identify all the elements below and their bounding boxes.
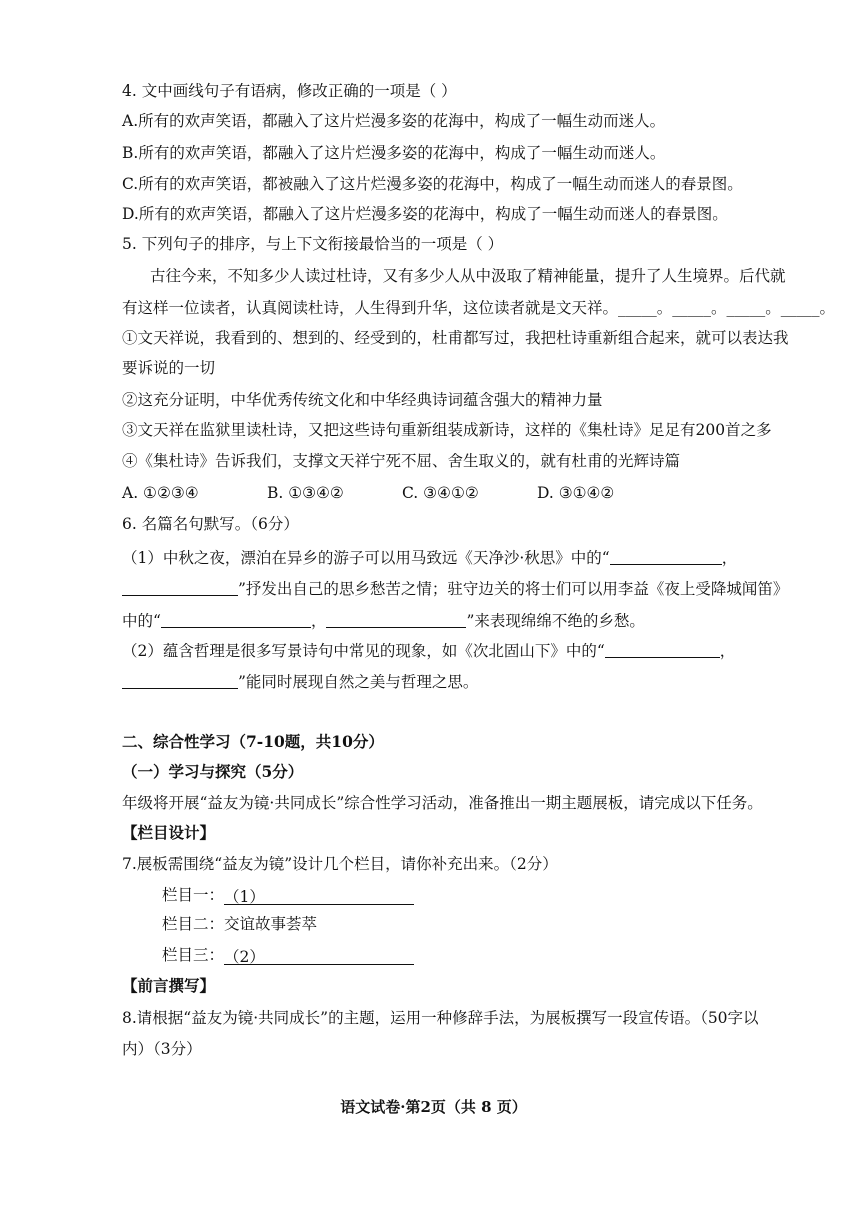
q6-comma: ， bbox=[719, 642, 736, 660]
q5-option-a: A. ①②③④ bbox=[122, 484, 199, 502]
q5-item-1-cont: 要诉说的一切 bbox=[122, 359, 216, 377]
q8-stem: 8.请根据“益友为镜·共同成长”的主题，运用一种修辞手法，为展板撰写一段宣传语。（50字以 bbox=[122, 1009, 759, 1027]
q5-item-4: ④《集杜诗》告诉我们，支撑文天祥宁死不屈、舍生取义的，就有杜甫的光辉诗篇 bbox=[122, 452, 681, 470]
preface-heading: 【前言撰写】 bbox=[122, 976, 216, 995]
q6-blank-6[interactable] bbox=[122, 672, 238, 689]
q4-option-a: A.所有的欢声笑语，都融入了这片烂漫多姿的花海中，构成了一幅生动而迷人。 bbox=[122, 112, 666, 130]
q5-options bbox=[122, 482, 767, 504]
column-3-row bbox=[162, 944, 767, 966]
column-1-number: （1） bbox=[224, 888, 265, 906]
q4-option-d: D.所有的欢声笑语，都融入了这片烂漫多姿的花海中，构成了一幅生动而迷人的春景图。 bbox=[122, 205, 728, 223]
q6-comma: ， bbox=[310, 612, 327, 630]
q5-passage-line-1: 古往今来，不知多少人读过杜诗，又有多少人从中汲取了精神能量，提升了人生境界。后代就 bbox=[150, 267, 786, 285]
q6-part2-line2 bbox=[122, 671, 767, 693]
q6-blank-1[interactable] bbox=[610, 548, 722, 565]
column-3-number: （2） bbox=[224, 948, 265, 966]
q5-item-2: ②这充分证明，中华优秀传统文化和中华经典诗词蕴含强大的精神力量 bbox=[122, 391, 603, 409]
q6-part1-tail: ”来表现绵绵不绝的乡愁。 bbox=[466, 612, 645, 630]
q4-option-b: B.所有的欢声笑语，都融入了这片烂漫多姿的花海中，构成了一幅生动而迷人。 bbox=[122, 144, 666, 162]
q6-part1-lead: 中的“ bbox=[122, 612, 161, 630]
q5-item-3: ③文天祥在监狱里读杜诗，又把这些诗句重新组装成新诗，这样的《集杜诗》足足有200首之多 bbox=[122, 421, 772, 439]
q5-stem: 5. 下列句子的排序，与上下文衔接最恰当的一项是（ ） bbox=[122, 235, 504, 253]
q6-blank-2[interactable] bbox=[122, 579, 238, 596]
q6-part2-line1 bbox=[122, 640, 767, 662]
q5-item-1: ①文天祥说，我看到的、想到的、经受到的，杜甫都写过，我把杜诗重新组合起来，就可以表达我 bbox=[122, 329, 789, 347]
q4-option-c: C.所有的欢声笑语，都被融入了这片烂漫多姿的花海中，构成了一幅生动而迷人的春景图。 bbox=[122, 175, 743, 193]
column-3-blank[interactable] bbox=[224, 946, 414, 965]
q7-stem: 7.展板需围绕“益友为镜”设计几个栏目，请你补充出来。（2分） bbox=[122, 855, 558, 873]
q6-part1-prompt: （1）中秋之夜，漂泊在异乡的游子可以用马致远《天净沙·秋思》中的“ bbox=[122, 549, 610, 567]
q6-part1-line1 bbox=[122, 547, 767, 569]
column-1-label: 栏目一： bbox=[162, 886, 225, 904]
section2-intro: 年级将开展“益友为镜·共同成长”综合性学习活动，准备推出一期主题展板，请完成以下任务。 bbox=[122, 794, 763, 812]
q6-comma: ， bbox=[721, 549, 738, 567]
column-1-row bbox=[162, 884, 767, 906]
q5-option-d: D. ③①④② bbox=[537, 484, 615, 502]
q5-option-c: C. ③④①② bbox=[402, 484, 479, 502]
q5-passage-line-2: 有这样一位读者，认真阅读杜诗，人生得到升华，这位读者就是文天祥。_____。_____。_____。_____。 bbox=[122, 299, 836, 317]
q6-blank-5[interactable] bbox=[605, 641, 720, 658]
q6-part1-line2 bbox=[122, 578, 789, 600]
column-3-label: 栏目三： bbox=[162, 946, 225, 964]
column-2-label: 栏目二： bbox=[162, 915, 225, 933]
q6-part2-prompt: （2）蕴含哲理是很多写景诗句中常见的现象，如《次北固山下》中的“ bbox=[122, 642, 605, 660]
q6-stem: 6. 名篇名句默写。（6分） bbox=[122, 515, 299, 533]
q6-part2-text: ”能同时展现自然之美与哲理之思。 bbox=[238, 673, 479, 691]
q4-stem: 4. 文中画线句子有语病，修改正确的一项是（ ） bbox=[122, 82, 457, 100]
q5-option-b: B. ①③④② bbox=[267, 484, 344, 502]
column-2-value: 交谊故事荟萃 bbox=[224, 915, 318, 933]
design-heading: 【栏目设计】 bbox=[122, 823, 216, 842]
column-1-blank[interactable] bbox=[224, 886, 414, 905]
q8-stem-cont: 内）（3分） bbox=[122, 1040, 202, 1058]
page-footer: 语文试卷·第2页（共 8 页） bbox=[340, 1098, 527, 1116]
q6-part1-text: ”抒发出自己的思乡愁苦之情；驻守边关的将士们可以用李益《夜上受降城闻笛》 bbox=[238, 580, 789, 598]
q6-part1-line3 bbox=[122, 610, 767, 632]
q6-blank-3[interactable] bbox=[161, 611, 311, 628]
q6-blank-4[interactable] bbox=[326, 611, 466, 628]
section2-title: 二、综合性学习（7-10题，共10分） bbox=[122, 732, 384, 751]
section2-subtitle: （一）学习与探究（5分） bbox=[122, 762, 304, 781]
column-2-row bbox=[162, 913, 767, 935]
